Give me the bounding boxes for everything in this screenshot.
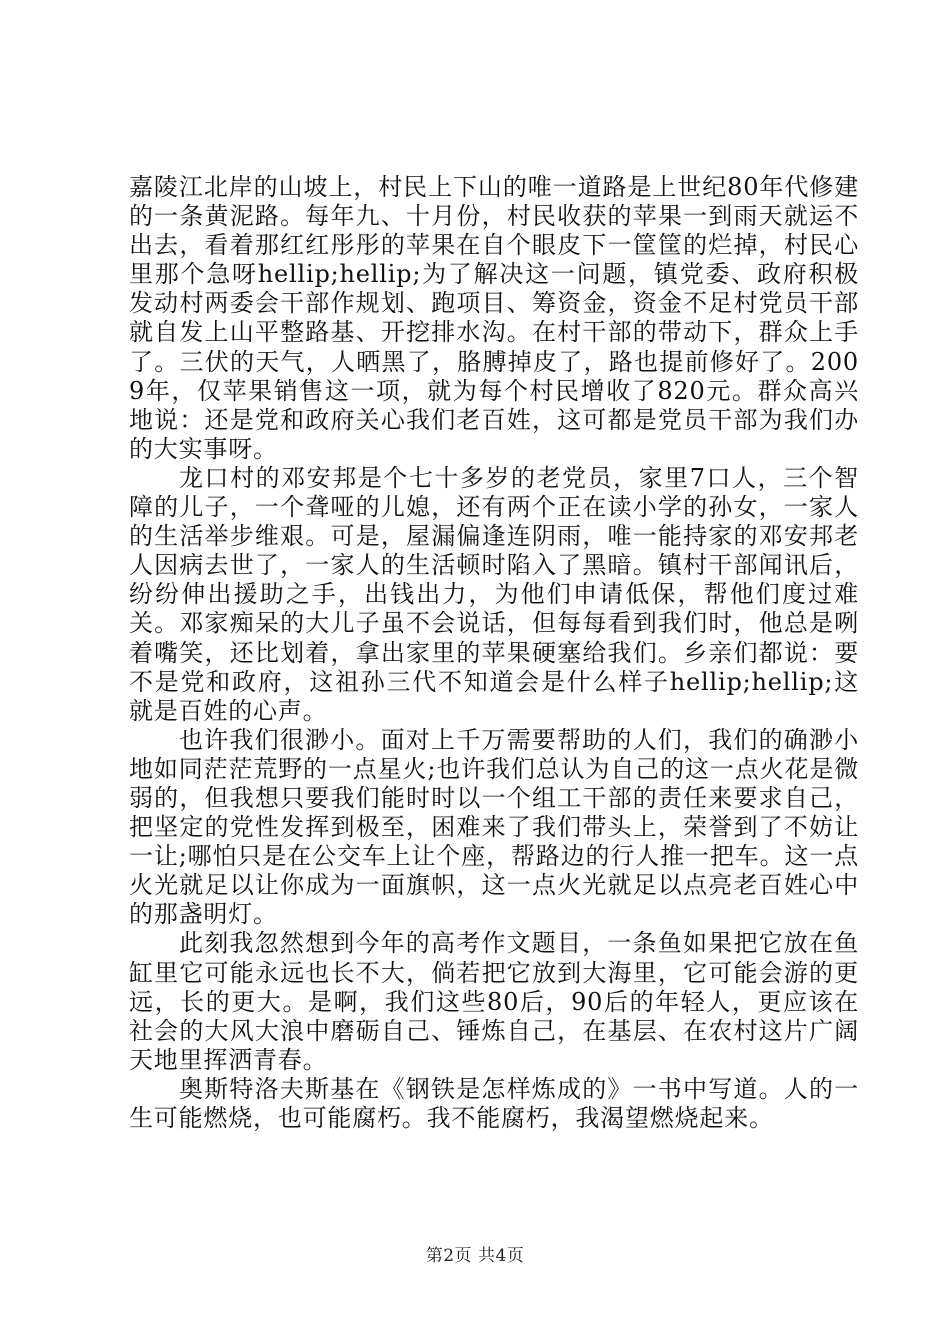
paragraph-2: 龙口村的邓安邦是个七十多岁的老党员，家里7口人，三个智障的儿子，一个聋哑的儿媳，还有两个正在读小学的孙女，一家人的生活举步维艰。可是，屋漏偏逢连阴雨，唯一能持家的邓安邦老人因病去世了，一家人的生活顿时陷入了黑暗。镇村干部闻讯后，纷纷伸出援助之手，出钱出力，为他们申请低保，帮他们度过难关。邓家痴呆的大儿子虽不会说话，但每每看到我们时，他总是咧着嘴笑，还比划着，拿出家里的苹果硬塞给我们。乡亲们都说：要不是党和政府，这祖孙三代不知道会是什么样子hellip;hellip;这就是百姓的心声。 bbox=[129, 463, 859, 725]
document-body bbox=[129, 173, 859, 1133]
paragraph-1: 嘉陵江北岸的山坡上，村民上下山的唯一道路是上世纪80年代修建的一条黄泥路。每年九、十月份，村民收获的苹果一到雨天就运不出去，看着那红红彤彤的苹果在自个眼皮下一筐筐的烂掉，村民心里那个急呀hellip;hellip;为了解决这一问题，镇党委、政府积极发动村两委会干部作规划、跑项目、筹资金，资金不足村党员干部就自发上山平整路基、开挖排水沟。在村干部的带动下，群众上手了。三伏的天气，人晒黑了，胳膊掉皮了，路也提前修好了。2009年，仅苹果销售这一项，就为每个村民增收了820元。群众高兴地说：还是党和政府关心我们老百姓，这可都是党员干部为我们办的大实事呀。 bbox=[129, 173, 859, 463]
paragraph-3: 也许我们很渺小。面对上千万需要帮助的人们，我们的确渺小地如同茫茫荒野的一点星火;也许我们总认为自己的这一点火花是微弱的，但我想只要我们能时时以一个组工干部的责任来要求自己，把坚定的党性发挥到极至，困难来了我们带头上，荣誉到了不妨让一让;哪怕只是在公交车上让个座，帮路边的行人推一把车。这一点火光就足以让你成为一面旗帜，这一点火光就足以点亮老百姓心中的那盏明灯。 bbox=[129, 725, 859, 929]
paragraph-5: 奥斯特洛夫斯基在《钢铁是怎样炼成的》一书中写道。人的一生可能燃烧，也可能腐朽。我不能腐朽，我渴望燃烧起来。 bbox=[129, 1074, 859, 1132]
page-number-footer: 第2页 共4页 bbox=[425, 1246, 525, 1266]
paragraph-4: 此刻我忽然想到今年的高考作文题目，一条鱼如果把它放在鱼缸里它可能永远也长不大，倘若把它放到大海里，它可能会游的更远，长的更大。是啊，我们这些80后，90后的年轻人，更应该在社会的大风大浪中磨砺自己、锤炼自己，在基层、在农村这片广阔天地里挥洒青春。 bbox=[129, 929, 859, 1074]
